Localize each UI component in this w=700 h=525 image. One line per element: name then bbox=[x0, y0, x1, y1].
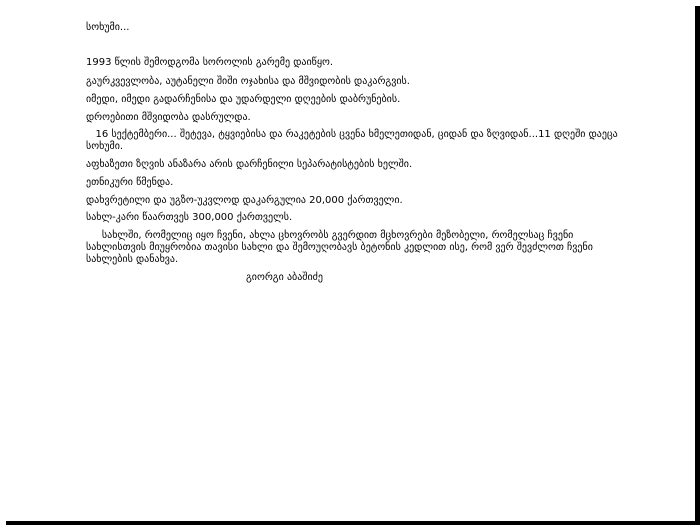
paragraph-line: იმედი, იმედი გადარჩენისა და უდარდელი დღეების დაბრუნების. bbox=[86, 94, 401, 105]
page-shadow-right bbox=[695, 6, 700, 525]
page-shadow-bottom bbox=[6, 521, 700, 525]
paragraph-line: 16 სექტემბერი... შეტევა, ტყვიებისა და რაკეტების ცვენა ხმელეთიდან, ციდან და ზღვიდან...11 დღეში დაეცა სოხუმი. bbox=[86, 129, 621, 152]
paragraph-line: გაურკვევლობა, აუტანელი შიში ოჯახისა და მშვიდობის დაკარგვის. bbox=[86, 76, 410, 87]
paragraph-line: ეთნიკური წმენდა. bbox=[86, 177, 174, 188]
paragraph-block: სახლში, რომელიც იყო ჩვენი, ახლა ცხოვრობს გვერდით მცხოვრები მეზობელი, რომელსაც ჩვენი სახლისთვის მიუყრობია თავისი სახლი და შემოუღობავს ბეტონის კედლით ისე, რომ ვერ შევძლოთ ჩვენი სახლების დანახვა. bbox=[86, 230, 597, 265]
paragraph-line: დახვრეტილი და უგზო-უკვლოდ დაკარგულია 20,000 ქართველი. bbox=[86, 195, 403, 206]
paragraph-line: სახლ-კარი წაართვეს 300,000 ქართველს. bbox=[86, 212, 293, 223]
document-heading: სოხუმი... bbox=[86, 22, 130, 33]
signature: გიორგი აბაშიძე bbox=[246, 272, 323, 283]
paragraph-line: დროებითი მშვიდობა დასრულდა. bbox=[86, 112, 251, 123]
paragraph-line: აფხაზეთი ზღვის ანაზარა არის დარჩენილი სეპარატისტების ხელში. bbox=[86, 159, 413, 170]
paragraph-line: 1993 წლის შემოდგომა სოროლის გარემე დაიწყო. bbox=[86, 57, 334, 68]
